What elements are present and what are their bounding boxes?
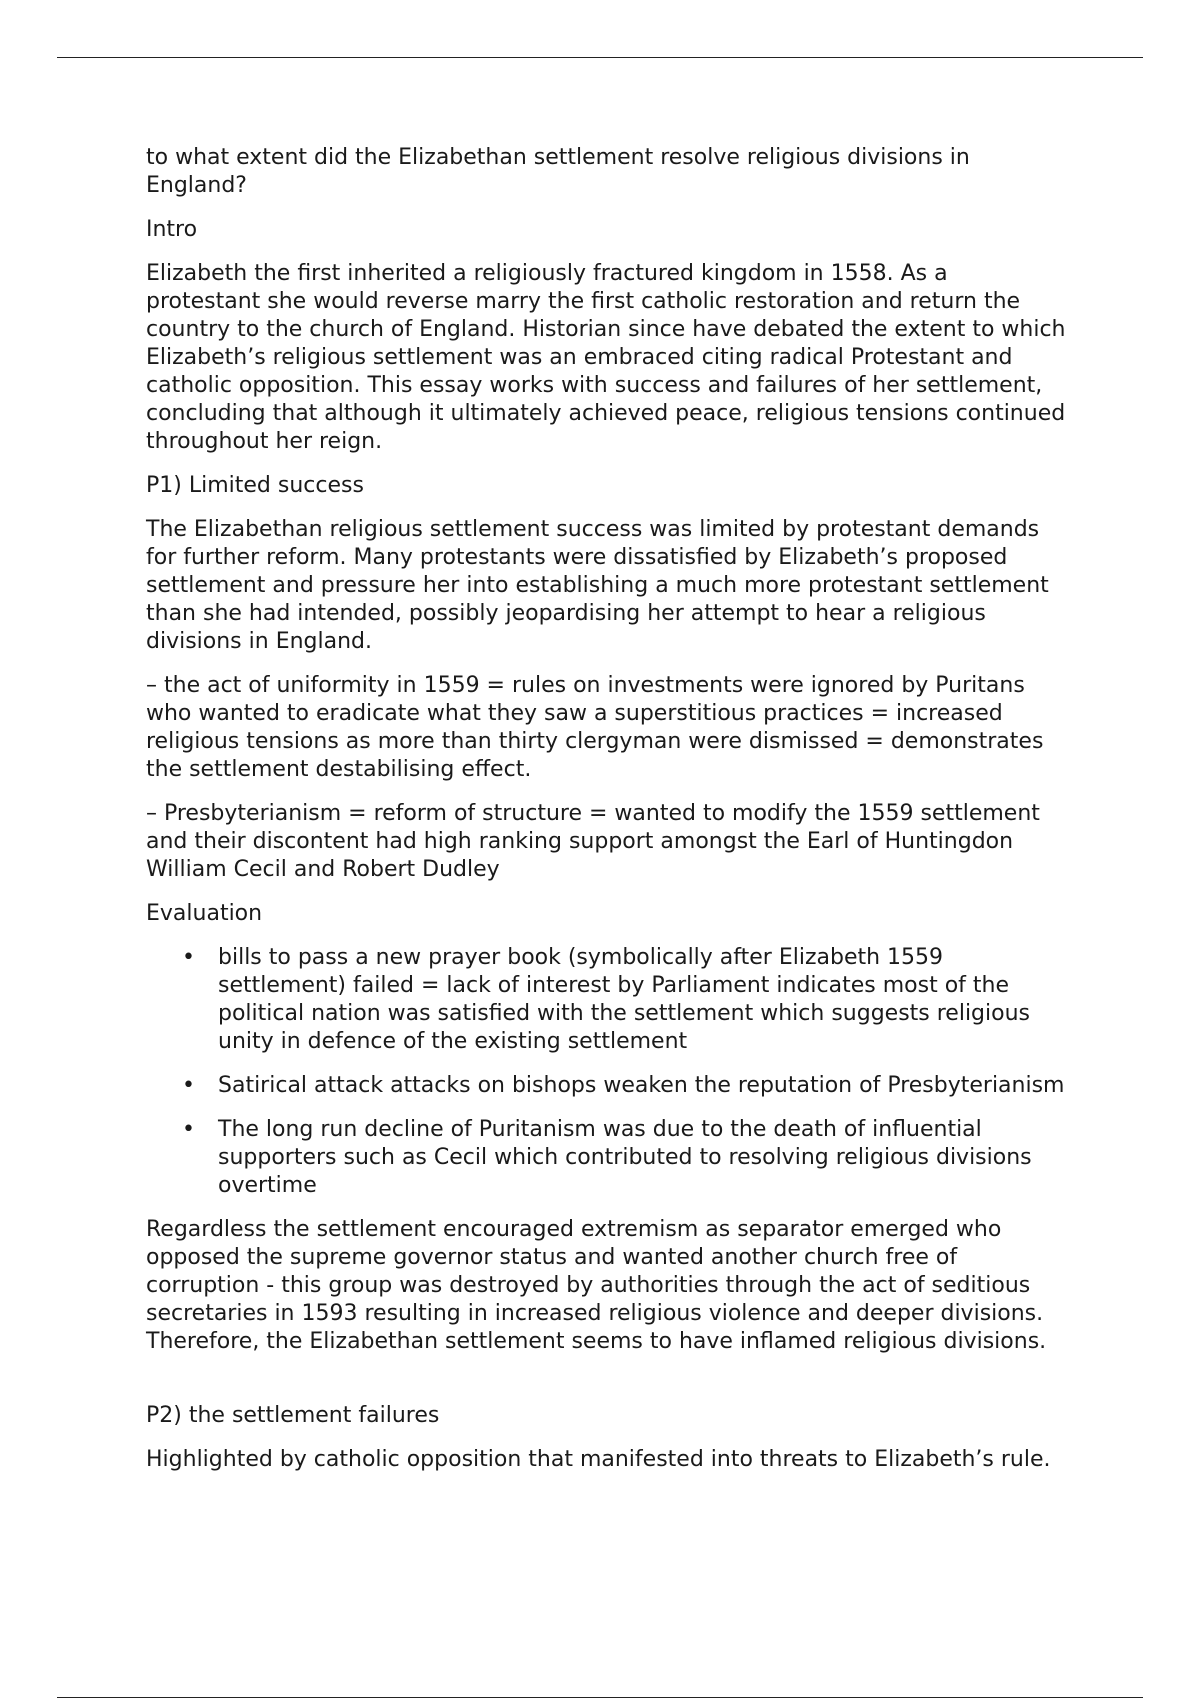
- section-spacer: [146, 1372, 1066, 1402]
- evaluation-heading: Evaluation: [146, 901, 263, 926]
- p1-conclusion: Regardless the settlement encouraged extremism as separator emerged who opposed the supreme governor status and wanted another church free of corruption - this group was destroyed by authorities through the act of seditious secretaries in 1593 resulting in increased religious violence and deeper divisions. Therefore, the Elizabethan settlement seems to have inflamed religious divisions.: [146, 1217, 1047, 1354]
- p1-point-presbyterianism: – Presbyterianism = reform of structure = wanted to modify the 1559 settlement and their discontent had high ranking support amongst the Earl of Huntingdon William Cecil and Robert Dudley: [146, 801, 1040, 882]
- p1-point-uniformity: – the act of uniformity in 1559 = rules on investments were ignored by Puritans who wanted to eradicate what they saw a superstitious practices = increased religious tensions as more than thirty clergyman were dismissed = demonstrates the settlement destabilising effect.: [146, 673, 1044, 782]
- document-body: [146, 144, 1066, 1490]
- bullet-icon: •: [182, 1073, 195, 1098]
- intro-heading: Intro: [146, 217, 198, 242]
- p1-paragraph: The Elizabethan religious settlement success was limited by protestant demands for further reform. Many protestants were dissatisfied by Elizabeth’s proposed settlement and pressure her into establishing a much more protestant settlement than she had intended, possibly jeopardising her attempt to hear a religious divisions in England.: [146, 517, 1049, 654]
- list-item: [146, 1072, 1066, 1100]
- p1-heading: P1) Limited success: [146, 473, 364, 498]
- list-item: [146, 944, 1066, 1056]
- list-item-text: bills to pass a new prayer book (symbolically after Elizabeth 1559 settlement) failed = lack of interest by Parliament indicates most of the political nation was satisfied with the settlement which suggests religious unity in defence of the existing settlement: [218, 945, 1031, 1054]
- top-rule: [57, 57, 1143, 58]
- bottom-rule: [57, 1697, 1143, 1698]
- bullet-icon: •: [182, 1117, 195, 1142]
- evaluation-list: [146, 944, 1066, 1200]
- p2-paragraph: Highlighted by catholic opposition that manifested into threats to Elizabeth’s rule.: [146, 1447, 1051, 1472]
- bullet-icon: •: [182, 945, 195, 970]
- p2-heading: P2) the settlement failures: [146, 1403, 440, 1428]
- list-item-text: The long run decline of Puritanism was due to the death of influential supporters such as Cecil which contributed to resolving religious divisions overtime: [218, 1117, 1032, 1198]
- list-item: [146, 1116, 1066, 1200]
- essay-title: to what extent did the Elizabethan settlement resolve religious divisions in England?: [146, 145, 970, 198]
- list-item-text: Satirical attack attacks on bishops weaken the reputation of Presbyterianism: [218, 1073, 1065, 1098]
- intro-paragraph: Elizabeth the first inherited a religiously fractured kingdom in 1558. As a protestant she would reverse marry the first catholic restoration and return the country to the church of England. Historian since have debated the extent to which Elizabeth’s religious settlement was an embraced citing radical Protestant and catholic opposition. This essay works with success and failures of her settlement, concluding that although it ultimately achieved peace, religious tensions continued throughout her reign.: [146, 261, 1066, 454]
